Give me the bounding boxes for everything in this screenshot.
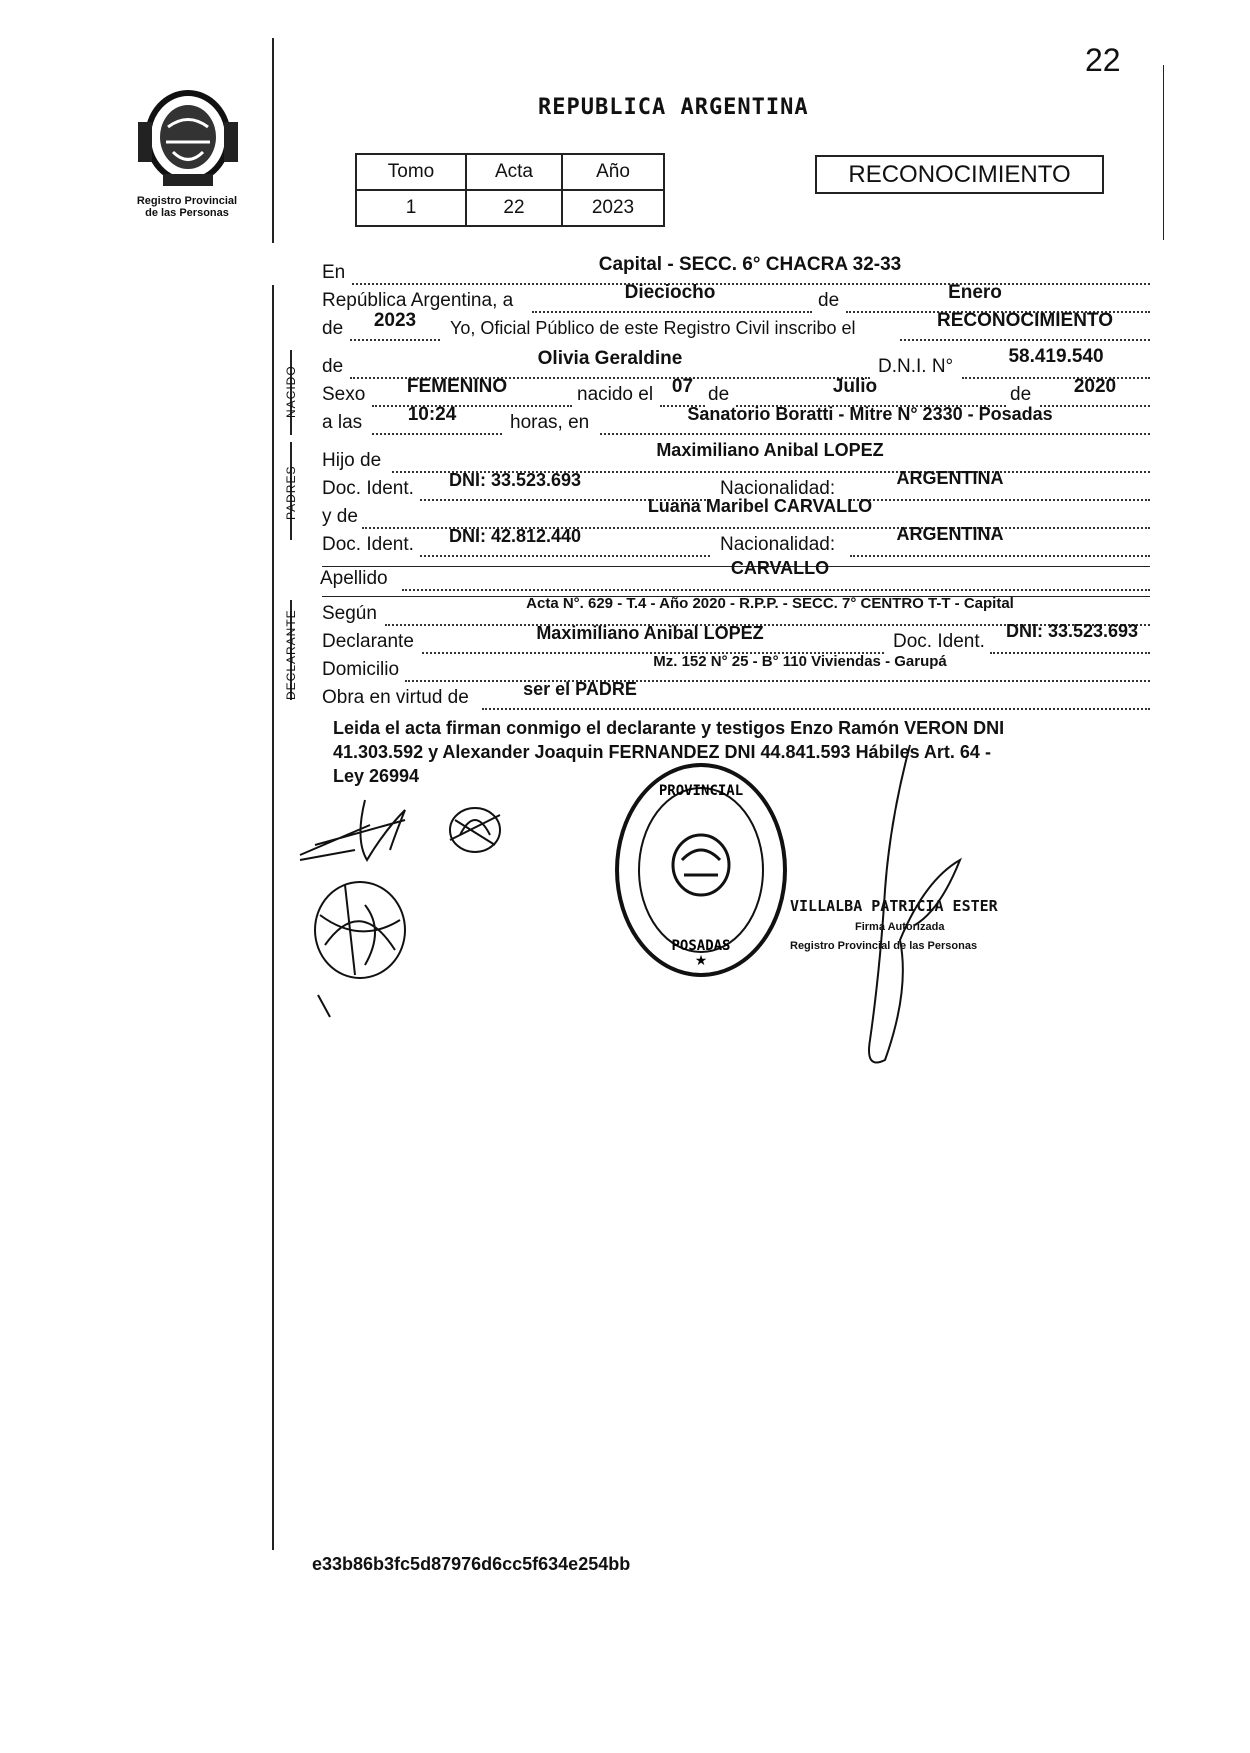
alas-label: a las bbox=[322, 412, 363, 433]
svg-text:POSADAS: POSADAS bbox=[671, 938, 731, 954]
witness-signature-1-icon bbox=[440, 800, 510, 860]
segun-label: Según bbox=[322, 603, 377, 624]
en-label: En bbox=[322, 262, 346, 283]
obra-line bbox=[482, 708, 1150, 710]
apellido-value: CARVALLO bbox=[730, 558, 830, 578]
registry-caption bbox=[122, 195, 252, 219]
left-rule-top bbox=[272, 38, 274, 243]
ink-mark-icon bbox=[316, 993, 336, 1023]
reference-table bbox=[355, 153, 665, 227]
segun-value: Acta N°. 629 - T.4 - Año 2020 - R.P.P. - SECC. 7° CENTRO T-T - Capital bbox=[526, 595, 1014, 612]
de4-label: de bbox=[708, 384, 730, 405]
svg-text:★: ★ bbox=[694, 952, 708, 968]
registry-line-1: Registro Provincial bbox=[136, 195, 238, 207]
value-acta: 22 bbox=[466, 190, 562, 226]
nac1-value: ARGENTINA bbox=[896, 468, 1004, 488]
sexo-value: FEMENINO bbox=[406, 376, 508, 397]
nac1-label: Nacionalidad: bbox=[720, 478, 836, 499]
doc2-line bbox=[420, 555, 710, 557]
declarant-signature-icon bbox=[295, 790, 425, 870]
nac-anio-value: 2020 bbox=[1073, 376, 1117, 397]
document-title: REPUBLICA ARGENTINA bbox=[538, 95, 809, 120]
page-number: 22 bbox=[1085, 42, 1121, 78]
lugar-line bbox=[600, 433, 1150, 435]
registry-line-2: de las Personas bbox=[145, 207, 229, 219]
value-anio: 2023 bbox=[562, 190, 664, 226]
lugar-value: Sanatorio Boratti - Mitre N° 2330 - Posadas bbox=[687, 404, 1053, 424]
dia-value: Dieciocho bbox=[624, 282, 716, 303]
apellido-label: Apellido bbox=[320, 568, 388, 589]
official-role: Firma Autorizada bbox=[855, 921, 945, 933]
en-value: Capital - SECC. 6° CHACRA 32-33 bbox=[598, 254, 902, 275]
closing-line-2: 41.303.592 y Alexander Joaquin FERNANDEZ DNI 44.841.593 Hábiles Art. 64 - bbox=[333, 742, 991, 762]
side-label-nacido: NACIDO bbox=[284, 365, 298, 418]
dni-label: D.N.I. N° bbox=[878, 356, 954, 377]
decl-doc-value: DNI: 33.523.693 bbox=[1005, 621, 1139, 641]
decl-value: Maximiliano Anibal LOPEZ bbox=[536, 623, 764, 643]
madre-value: Luana Maribel CARVALLO bbox=[647, 496, 873, 516]
dom-value: Mz. 152 N° 25 - B° 110 Viviendas - Garupá bbox=[653, 653, 947, 670]
doc2-value: DNI: 42.812.440 bbox=[448, 526, 582, 546]
closing-line-3: Ley 26994 bbox=[333, 766, 420, 786]
left-rule bbox=[272, 285, 274, 1550]
right-rule bbox=[1163, 65, 1164, 240]
oficial-label: Yo, Oficial Público de este Registro Civil inscribo el bbox=[450, 318, 856, 338]
decl-doc-line bbox=[990, 652, 1150, 654]
obra-value: ser el PADRE bbox=[523, 679, 637, 699]
de5-label: de bbox=[1010, 384, 1032, 405]
decl-label: Declarante bbox=[322, 631, 414, 652]
doc1-label: Doc. Ident. bbox=[322, 478, 414, 499]
tipo-value: RECONOCIMIENTO bbox=[937, 310, 1113, 331]
mes-value: Enero bbox=[948, 282, 1002, 303]
rep-label: República Argentina, a bbox=[322, 290, 514, 311]
yde-label: y de bbox=[322, 506, 358, 527]
obra-label: Obra en virtud de bbox=[322, 687, 469, 708]
nac-dia-value: 07 bbox=[671, 376, 694, 397]
hora-value: 10:24 bbox=[407, 404, 457, 425]
hijo-label: Hijo de bbox=[322, 450, 382, 471]
document-hash: e33b86b3fc5d87976d6cc5f634e254bb bbox=[312, 1554, 631, 1574]
dni-value: 58.419.540 bbox=[1008, 346, 1104, 367]
witness-signature-2-icon bbox=[305, 875, 415, 985]
act-type-box: RECONOCIMIENTO bbox=[815, 155, 1104, 194]
anio-value: 2023 bbox=[373, 310, 417, 331]
dom-label: Domicilio bbox=[322, 659, 400, 680]
nac2-line bbox=[850, 555, 1150, 557]
side-label-padres: PADRES bbox=[284, 465, 298, 520]
nac2-value: ARGENTINA bbox=[896, 524, 1004, 544]
de3-label: de bbox=[322, 356, 344, 377]
de-label: de bbox=[818, 290, 840, 311]
side-label-declarante: DECLARANTE bbox=[284, 609, 298, 700]
official-office: Registro Provincial de las Personas bbox=[790, 940, 978, 952]
header-tomo: Tomo bbox=[356, 154, 466, 190]
nacido-label: nacido el bbox=[577, 384, 654, 405]
decl-doc-label: Doc. Ident. bbox=[893, 631, 985, 652]
svg-text:PROVINCIAL: PROVINCIAL bbox=[658, 783, 744, 799]
dia-line bbox=[532, 311, 812, 313]
apellido-line bbox=[402, 589, 1150, 591]
provincial-seal-icon bbox=[128, 82, 248, 192]
official-name: VILLALBA PATRICIA ESTER bbox=[790, 897, 998, 915]
sexo-label: Sexo bbox=[322, 384, 366, 405]
header-acta: Acta bbox=[466, 154, 562, 190]
de2-label: de bbox=[322, 318, 344, 339]
doc1-value: DNI: 33.523.693 bbox=[448, 470, 582, 490]
nombre-value: Olivia Geraldine bbox=[537, 348, 683, 369]
nac-mes-value: Julio bbox=[832, 376, 878, 397]
value-tomo: 1 bbox=[356, 190, 466, 226]
tipo-line bbox=[900, 339, 1150, 341]
header-anio: Año bbox=[562, 154, 664, 190]
padre-value: Maximiliano Anibal LOPEZ bbox=[656, 440, 884, 460]
hora-line bbox=[372, 433, 502, 435]
anio-line bbox=[350, 339, 440, 341]
nac2-label: Nacionalidad: bbox=[720, 534, 836, 555]
horas-label: horas, en bbox=[510, 412, 590, 433]
doc2-label: Doc. Ident. bbox=[322, 534, 414, 555]
closing-line-1: Leida el acta firman conmigo el declarante y testigos Enzo Ramón VERON DNI bbox=[333, 718, 1005, 738]
registry-stamp-icon bbox=[612, 760, 790, 980]
